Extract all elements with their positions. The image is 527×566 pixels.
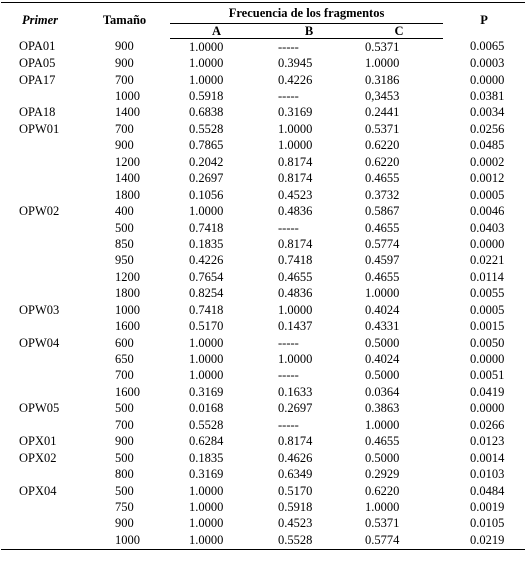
cell-freq-c: 0.4655 (365, 269, 400, 284)
cell-primer (1, 187, 79, 203)
cell-primer (1, 417, 79, 433)
cell-freq-a: 0.2697 (189, 171, 224, 186)
cell-freq-a: 0.3169 (189, 467, 224, 482)
cell-freq-c: 0.4024 (365, 302, 400, 317)
cell-freq-b: 0.4226 (278, 72, 313, 87)
cell-freq-c: 0.5371 (365, 39, 400, 54)
cell-tamano: 500 (115, 483, 134, 498)
cell-tamano: 500 (115, 401, 134, 416)
cell-freq-a: 0.6284 (189, 434, 224, 449)
table-row (1, 384, 525, 400)
cell-freq-b: 0.5528 (263, 532, 355, 549)
table-row (1, 351, 525, 367)
cell-p: 0.0219 (443, 532, 525, 549)
cell-freq-a: 1.0000 (189, 335, 224, 350)
cell-primer (1, 466, 79, 482)
cell-tamano: 1000 (79, 532, 170, 549)
cell-freq-b: ----- (278, 220, 299, 235)
cell-tamano: 950 (115, 253, 134, 268)
cell-primer (1, 318, 79, 334)
cell-freq-a: 1.0000 (189, 72, 224, 87)
cell-primer (1, 384, 79, 400)
cell-tamano: 600 (115, 335, 134, 350)
cell-primer: OPW02 (19, 204, 60, 219)
cell-p: 0.0015 (470, 319, 505, 334)
cell-p: 0.0005 (470, 187, 505, 202)
cell-freq-c: 0.5000 (365, 450, 400, 465)
header-p: P (443, 3, 525, 39)
cell-primer: OPX02 (19, 450, 57, 465)
cell-freq-b: 1.0000 (278, 302, 313, 317)
table-row (1, 302, 525, 318)
header-frecuencia: Frecuencia de los fragmentos (170, 3, 443, 24)
cell-p: 0.0403 (470, 220, 505, 235)
cell-tamano: 1800 (115, 286, 140, 301)
table-row (1, 236, 525, 252)
cell-freq-b: ----- (278, 368, 299, 383)
cell-freq-c: 1.0000 (365, 499, 400, 514)
cell-freq-c: 0.3732 (365, 187, 400, 202)
cell-tamano: 750 (115, 499, 134, 514)
table-row (1, 269, 525, 285)
cell-p: 0.0419 (470, 384, 505, 399)
cell-freq-b: 0.4523 (278, 187, 313, 202)
cell-freq-a: 0.0168 (189, 401, 224, 416)
cell-freq-b: 0.8174 (278, 236, 313, 251)
cell-freq-a: 1.0000 (189, 516, 224, 531)
cell-p: 0.0221 (470, 253, 505, 268)
cell-freq-a: 1.0000 (189, 368, 224, 383)
cell-tamano: 1200 (115, 269, 140, 284)
cell-freq-c: 0.5000 (365, 335, 400, 350)
cell-tamano: 900 (115, 434, 134, 449)
cell-freq-c: 0.4597 (365, 253, 400, 268)
table-row (1, 499, 525, 515)
cell-freq-c: 0.3186 (365, 72, 400, 87)
cell-tamano: 1000 (115, 89, 140, 104)
cell-freq-c: 0.5774 (365, 236, 400, 251)
table-row (1, 253, 525, 269)
table-row (1, 483, 525, 499)
cell-tamano: 400 (115, 204, 134, 219)
cell-p: 0.0003 (470, 56, 505, 71)
cell-freq-c: 0.5371 (365, 121, 400, 136)
cell-freq-b: 1.0000 (278, 138, 313, 153)
cell-freq-c: 0.6220 (365, 483, 400, 498)
table-row (1, 121, 525, 137)
cell-freq-b: 0.4523 (278, 516, 313, 531)
cell-freq-a: 1.0000 (189, 499, 224, 514)
cell-freq-c: 0.4331 (365, 319, 400, 334)
cell-primer: OPW05 (19, 401, 60, 416)
cell-tamano: 800 (115, 467, 134, 482)
header-col-a: A (170, 24, 263, 39)
table-header (1, 3, 525, 39)
cell-p: 0.0019 (470, 499, 505, 514)
cell-freq-c: 0.4655 (365, 220, 400, 235)
cell-p: 0.0000 (470, 236, 505, 251)
cell-freq-c: 0.5867 (365, 204, 400, 219)
cell-freq-b: ----- (278, 417, 299, 432)
cell-tamano: 1800 (115, 187, 140, 202)
table-row (1, 105, 525, 121)
cell-tamano: 700 (115, 368, 134, 383)
cell-freq-b: 1.0000 (278, 352, 313, 367)
cell-freq-b: 0.6349 (278, 467, 313, 482)
table-row (1, 466, 525, 482)
cell-primer (1, 368, 79, 384)
cell-freq-b: 0.3169 (278, 105, 313, 120)
cell-tamano: 500 (115, 450, 134, 465)
cell-tamano: 1600 (115, 319, 140, 334)
cell-freq-a: 0.5170 (189, 319, 224, 334)
cell-freq-a: 0.7865 (189, 138, 224, 153)
cell-primer (1, 236, 79, 252)
cell-primer: OPW01 (19, 121, 60, 136)
cell-freq-c: 0.5774 (355, 532, 443, 549)
table-row (1, 335, 525, 351)
cell-primer (1, 154, 79, 170)
table-row (1, 55, 525, 71)
cell-freq-a: 0.8254 (189, 286, 224, 301)
cell-freq-b: ----- (278, 39, 299, 54)
fragment-frequency-table (1, 2, 525, 550)
cell-freq-c: 0.5371 (365, 516, 400, 531)
cell-freq-a: 0.7418 (189, 220, 224, 235)
cell-p: 0.0381 (470, 89, 505, 104)
table-row (1, 450, 525, 466)
cell-primer (1, 516, 79, 532)
table-row (1, 516, 525, 532)
cell-tamano: 900 (115, 138, 134, 153)
table-row (1, 138, 525, 154)
cell-tamano: 850 (115, 236, 134, 251)
cell-freq-b: ----- (278, 89, 299, 104)
cell-p: 0.0002 (470, 154, 505, 169)
cell-tamano: 900 (115, 56, 134, 71)
header-tamano: Tamaño (79, 3, 170, 39)
cell-p: 0.0485 (470, 138, 505, 153)
cell-primer (1, 171, 79, 187)
cell-p: 0.0014 (470, 450, 505, 465)
cell-primer (1, 220, 79, 236)
cell-freq-a: 0.3169 (189, 384, 224, 399)
cell-tamano: 1600 (115, 384, 140, 399)
cell-p: 0.0114 (470, 269, 504, 284)
cell-freq-a: 0.7654 (189, 269, 224, 284)
cell-freq-b: 0.1437 (278, 319, 313, 334)
table-row (1, 88, 525, 104)
cell-freq-b: ----- (278, 335, 299, 350)
cell-tamano: 1000 (115, 302, 140, 317)
cell-p: 0.0000 (470, 72, 505, 87)
cell-freq-a: 1.0000 (189, 204, 224, 219)
table-row (1, 434, 525, 450)
cell-p: 0.0000 (470, 401, 505, 416)
cell-tamano: 700 (115, 72, 134, 87)
table-row (1, 39, 525, 56)
cell-p: 0.0005 (470, 302, 505, 317)
cell-freq-b: 0.8174 (278, 171, 313, 186)
table-row (1, 171, 525, 187)
cell-freq-b: 0.5918 (278, 499, 313, 514)
cell-primer: OPA18 (19, 105, 56, 120)
cell-freq-a: 0.2042 (189, 154, 224, 169)
cell-freq-b: 0.4836 (278, 286, 313, 301)
cell-freq-b: 0.7418 (278, 253, 313, 268)
table-body (1, 39, 525, 550)
cell-freq-c: 1.0000 (365, 286, 400, 301)
cell-freq-c: 1.0000 (365, 56, 400, 71)
cell-p: 0.0055 (470, 286, 505, 301)
cell-freq-c: 0.2441 (365, 105, 400, 120)
cell-p: 0.0051 (470, 368, 505, 383)
cell-freq-c: 0.6220 (365, 154, 400, 169)
table-row (1, 203, 525, 219)
table-row (1, 532, 525, 549)
cell-freq-a: 0.5918 (189, 89, 224, 104)
table-row (1, 220, 525, 236)
cell-p: 0.0266 (470, 417, 505, 432)
table-row (1, 417, 525, 433)
cell-p: 0.0050 (470, 335, 505, 350)
cell-freq-b: 0.5170 (278, 483, 313, 498)
cell-freq-c: 0.3863 (365, 401, 400, 416)
cell-freq-a: 0.4226 (189, 253, 224, 268)
cell-freq-a: 1.0000 (189, 483, 224, 498)
cell-freq-c: 0.2929 (365, 467, 400, 482)
cell-freq-c: 1.0000 (365, 417, 400, 432)
cell-tamano: 1400 (115, 171, 140, 186)
cell-primer: OPX04 (19, 483, 57, 498)
cell-tamano: 650 (115, 352, 134, 367)
cell-freq-a: 1.0000 (189, 352, 224, 367)
cell-freq-b: 0.1633 (278, 384, 313, 399)
cell-primer (1, 351, 79, 367)
cell-freq-b: 0.8174 (278, 154, 313, 169)
cell-freq-b: 1.0000 (278, 121, 313, 136)
table-row (1, 401, 525, 417)
cell-p: 0.0123 (470, 434, 505, 449)
cell-freq-c: 0.5000 (365, 368, 400, 383)
header-col-c: C (355, 24, 443, 39)
table-row (1, 286, 525, 302)
cell-freq-b: 0.2697 (278, 401, 313, 416)
cell-tamano: 700 (115, 417, 134, 432)
cell-freq-a: 0.1056 (189, 187, 224, 202)
cell-freq-a: 0.6838 (189, 105, 224, 120)
cell-primer (1, 499, 79, 515)
cell-tamano: 900 (115, 39, 134, 54)
cell-p: 0.0256 (470, 121, 505, 136)
cell-freq-a: 0.5528 (189, 121, 224, 136)
cell-freq-a: 1.0000 (170, 532, 263, 549)
cell-primer: OPW04 (19, 335, 60, 350)
header-primer: Primer (1, 3, 79, 39)
cell-primer (1, 138, 79, 154)
cell-freq-a: 0.1835 (189, 450, 224, 465)
cell-freq-b: 0.4836 (278, 204, 313, 219)
cell-freq-a: 0.5528 (189, 417, 224, 432)
cell-p: 0.0105 (470, 516, 505, 531)
cell-primer (1, 286, 79, 302)
cell-primer: OPA17 (19, 72, 56, 87)
cell-primer: OPX01 (19, 434, 57, 449)
cell-tamano: 900 (115, 516, 134, 531)
cell-primer (1, 269, 79, 285)
cell-primer: OPW03 (19, 302, 60, 317)
table-row (1, 368, 525, 384)
cell-freq-b: 0.3945 (278, 56, 313, 71)
cell-freq-a: 0.1835 (189, 236, 224, 251)
cell-p: 0.0484 (470, 483, 505, 498)
cell-freq-a: 1.0000 (189, 56, 224, 71)
cell-p: 0.0034 (470, 105, 505, 120)
header-row-main (1, 3, 525, 24)
cell-freq-c: 0.0364 (365, 384, 400, 399)
cell-primer (1, 253, 79, 269)
table-row (1, 187, 525, 203)
cell-freq-c: 0.4655 (365, 171, 400, 186)
cell-freq-b: 0.4655 (278, 269, 313, 284)
cell-freq-a: 0.7418 (189, 302, 224, 317)
cell-freq-c: 0.6220 (365, 138, 400, 153)
cell-p: 0.0065 (470, 39, 505, 54)
cell-freq-c: 0.4024 (365, 352, 400, 367)
table-row (1, 154, 525, 170)
cell-tamano: 700 (115, 121, 134, 136)
cell-freq-a: 1.0000 (189, 39, 224, 54)
cell-primer (1, 532, 79, 549)
cell-primer (1, 88, 79, 104)
cell-p: 0.0046 (470, 204, 505, 219)
table-row (1, 72, 525, 88)
table-row (1, 318, 525, 334)
cell-primer: OPA01 (19, 39, 56, 54)
cell-p: 0.0103 (470, 467, 505, 482)
cell-freq-c: 0,3453 (365, 89, 400, 104)
cell-freq-b: 0.4626 (278, 450, 313, 465)
cell-freq-b: 0.8174 (278, 434, 313, 449)
cell-freq-c: 0.4655 (365, 434, 400, 449)
cell-tamano: 500 (115, 220, 134, 235)
cell-p: 0.0012 (470, 171, 505, 186)
cell-tamano: 1400 (115, 105, 140, 120)
cell-p: 0.0000 (470, 352, 505, 367)
header-col-b: B (263, 24, 355, 39)
cell-primer: OPA05 (19, 56, 56, 71)
cell-tamano: 1200 (115, 154, 140, 169)
